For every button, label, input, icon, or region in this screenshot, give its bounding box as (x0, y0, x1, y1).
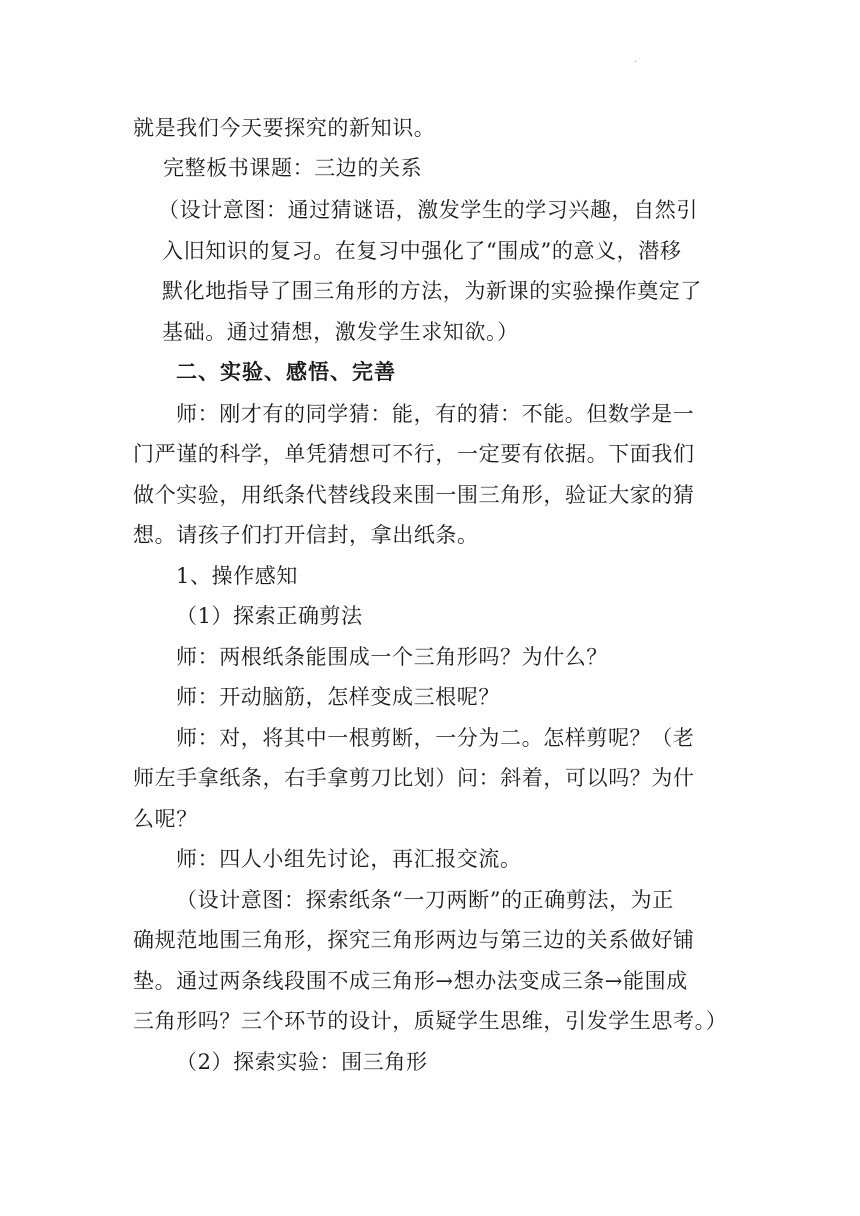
subsection-heading: 1、操作感知 (176, 564, 298, 588)
paragraph-line: 师：对，将其中一根剪断，一分为二。怎样剪呢？（老 (176, 726, 695, 750)
page-marker: . (634, 54, 638, 65)
paragraph-line: 就是我们今天要探究的新知识。 (133, 116, 436, 140)
paragraph-line: 确规范地围三角形，探究三角形两边与第三边的关系做好铺 (133, 928, 695, 952)
paragraph-line: 师：开动脑筋，怎样变成三根呢？ (176, 685, 500, 709)
paragraph-line: 完整板书课题：三边的关系 (163, 156, 423, 180)
paragraph-line: 基础。通过猜想，激发学生求知欲。） (162, 320, 519, 344)
paragraph-line: 入旧知识的复习。在复习中强化了“围成”的意义，潜移 (162, 239, 682, 263)
paragraph-line: 师左手拿纸条，右手拿剪刀比划）问：斜着，可以吗？为什 (133, 766, 695, 790)
section-heading: 二、实验、感悟、完善 (176, 360, 396, 384)
paragraph-line: 默化地指导了围三角形的方法，为新课的实验操作奠定了 (162, 279, 702, 303)
paragraph-line: 做个实验，用纸条代替线段来围一围三角形，验证大家的猜 (133, 483, 695, 507)
paragraph-line: 门严谨的科学，单凭猜想可不行，一定要有依据。下面我们 (133, 442, 695, 466)
paragraph-line: 师：两根纸条能围成一个三角形吗？为什么？ (176, 645, 608, 669)
paragraph-line: 想。请孩子们打开信封，拿出纸条。 (133, 523, 479, 547)
paragraph-line: （设计意图：探索纸条“一刀两断”的正确剪法，为正 (176, 888, 674, 912)
paragraph-line: 三角形吗？三个环节的设计，质疑学生思维，引发学生思考。） (133, 1009, 728, 1033)
paragraph-line: 垫。通过两条线段围不成三角形→想办法变成三条→能围成 (133, 969, 688, 993)
paragraph-line: 么呢？ (133, 807, 198, 831)
subsection-heading: （2）探索实验：围三角形 (176, 1050, 428, 1074)
paragraph-line: 师：四人小组先讨论，再汇报交流。 (176, 847, 522, 871)
paragraph-line: 师：刚才有的同学猜：能，有的猜：不能。但数学是一 (176, 402, 695, 426)
paragraph-line: （设计意图：通过猜谜语，激发学生的学习兴趣，自然引 (158, 198, 698, 222)
subsection-heading: （1）探索正确剪法 (176, 604, 363, 628)
